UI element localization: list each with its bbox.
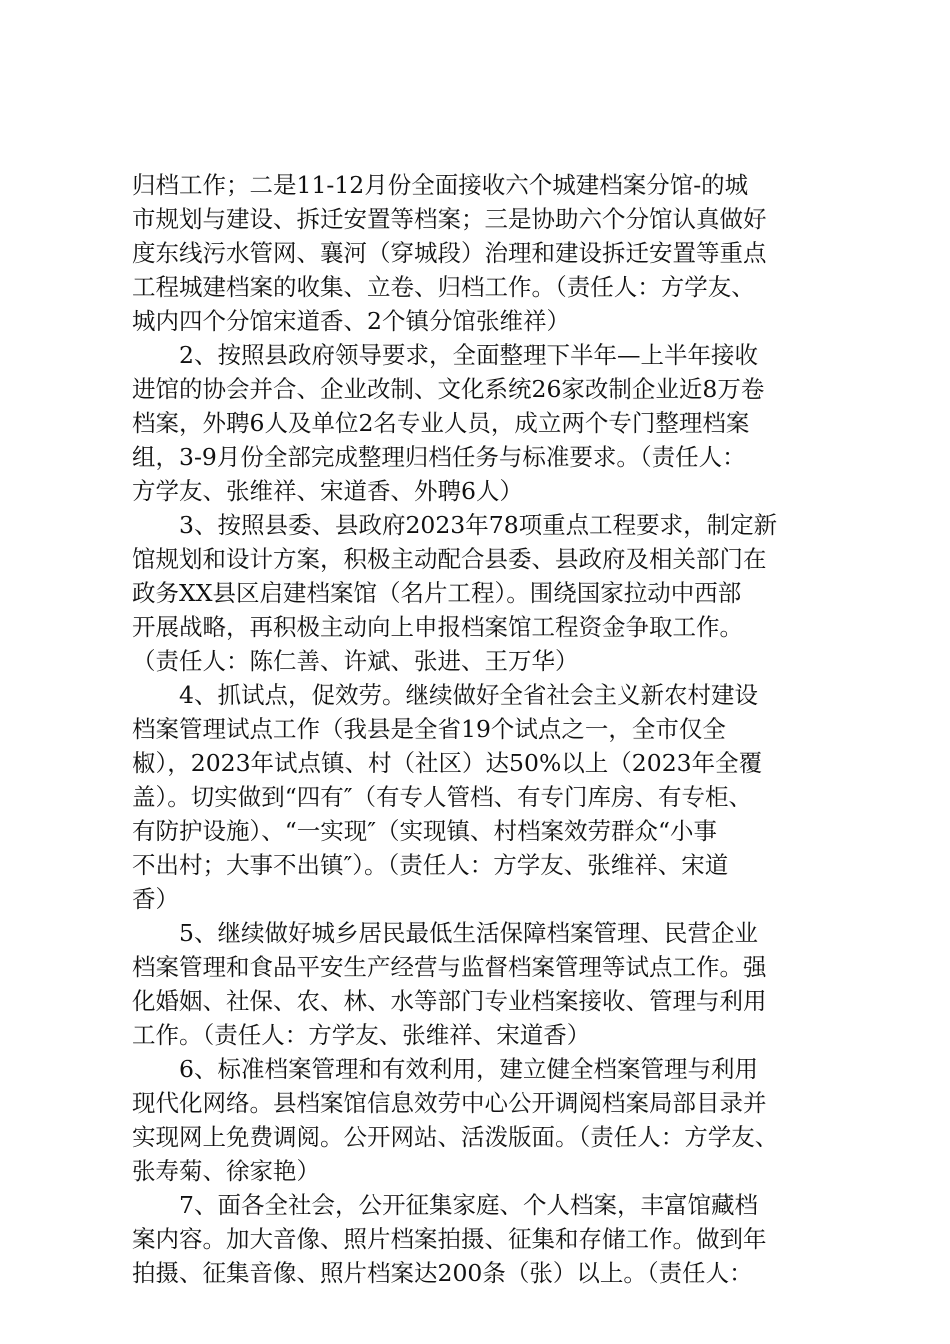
text-line: 馆规划和设计方案，积极主动配合县委、县政府及相关部门在 xyxy=(132,545,767,573)
text-line: 5、继续做好城乡居民最低生活保障档案管理、民营企业 xyxy=(132,919,758,947)
text-line: 有防护设施）、“一实现″（实现镇、村档案效劳群众“小事 xyxy=(132,817,718,845)
text-line: 工作。（责任人：方学友、张维祥、宋道香） xyxy=(132,1021,591,1049)
text-line: 椒），2023年试点镇、村（社区）达50%以上（2023年全覆 xyxy=(132,749,763,777)
text-line: 开展战略，再积极主动向上申报档案馆工程资金争取工作。 xyxy=(132,613,743,641)
text-line: 归档工作；二是11-12月份全面接收六个城建档案分馆-的城 xyxy=(132,171,749,199)
text-line: 实现网上免费调阅。公开网站、活泼版面。（责任人：方学友、 xyxy=(132,1123,779,1151)
text-line: （责任人：陈仁善、许斌、张进、王万华） xyxy=(132,647,579,675)
text-line: 张寿菊、徐家艳） xyxy=(132,1157,320,1185)
text-line: 6、标准档案管理和有效利用，建立健全档案管理与利用 xyxy=(132,1055,758,1083)
text-line: 组，3-9月份全部完成整理归档任务与标准要求。（责任人： xyxy=(132,443,746,471)
text-line: 现代化网络。县档案馆信息效劳中心公开调阅档案局部目录并 xyxy=(132,1089,767,1117)
text-line: 7、面各全社会，公开征集家庭、个人档案，丰富馆藏档 xyxy=(132,1191,758,1219)
text-line: 城内四个分馆宋道香、2个镇分馆张维祥） xyxy=(132,307,570,335)
text-line: 档案管理试点工作（我县是全省19个试点之一，全市仅全 xyxy=(132,715,726,743)
text-line: 档案管理和食品平安生产经营与监督档案管理等试点工作。强 xyxy=(132,953,767,981)
text-line: 4、抓试点，促效劳。继续做好全省社会主义新农村建设 xyxy=(132,681,758,709)
text-line: 拍摄、征集音像、照片档案达200条（张）以上。（责任人： xyxy=(132,1259,753,1287)
text-line: 进馆的协会并合、企业改制、文化系统26家改制企业近8万卷 xyxy=(132,375,765,403)
text-line: 案内容。加大音像、照片档案拍摄、征集和存储工作。做到年 xyxy=(132,1225,767,1253)
text-line: 政务XX县区启建档案馆（名片工程）。围绕国家拉动中西部 xyxy=(132,579,742,607)
text-line: 不出村；大事不出镇″）。（责任人：方学友、张维祥、宋道 xyxy=(132,851,729,879)
text-line: 化婚姻、社保、农、林、水等部门专业档案接收、管理与利用 xyxy=(132,987,767,1015)
text-line: 3、按照县委、县政府2023年78项重点工程要求，制定新 xyxy=(132,511,778,539)
text-line: 香） xyxy=(132,885,179,913)
text-line: 2、按照县政府领导要求，全面整理下半年—上半年接收 xyxy=(132,341,758,369)
text-line: 方学友、张维祥、宋道香、外聘6人） xyxy=(132,477,523,505)
text-line: 工程城建档案的收集、立卷、归档工作。（责任人：方学友、 xyxy=(132,273,755,301)
text-line: 档案，外聘6人及单位2名专业人员，成立两个专门整理档案 xyxy=(132,409,750,437)
text-line: 市规划与建设、拆迁安置等档案；三是协助六个分馆认真做好 xyxy=(132,205,767,233)
text-line: 盖）。切实做到“四有″（有专人管档、有专门库房、有专柜、 xyxy=(132,783,753,811)
document-body xyxy=(132,168,852,1290)
text-line: 度东线污水管网、襄河（穿城段）治理和建设拆迁安置等重点 xyxy=(132,239,767,267)
